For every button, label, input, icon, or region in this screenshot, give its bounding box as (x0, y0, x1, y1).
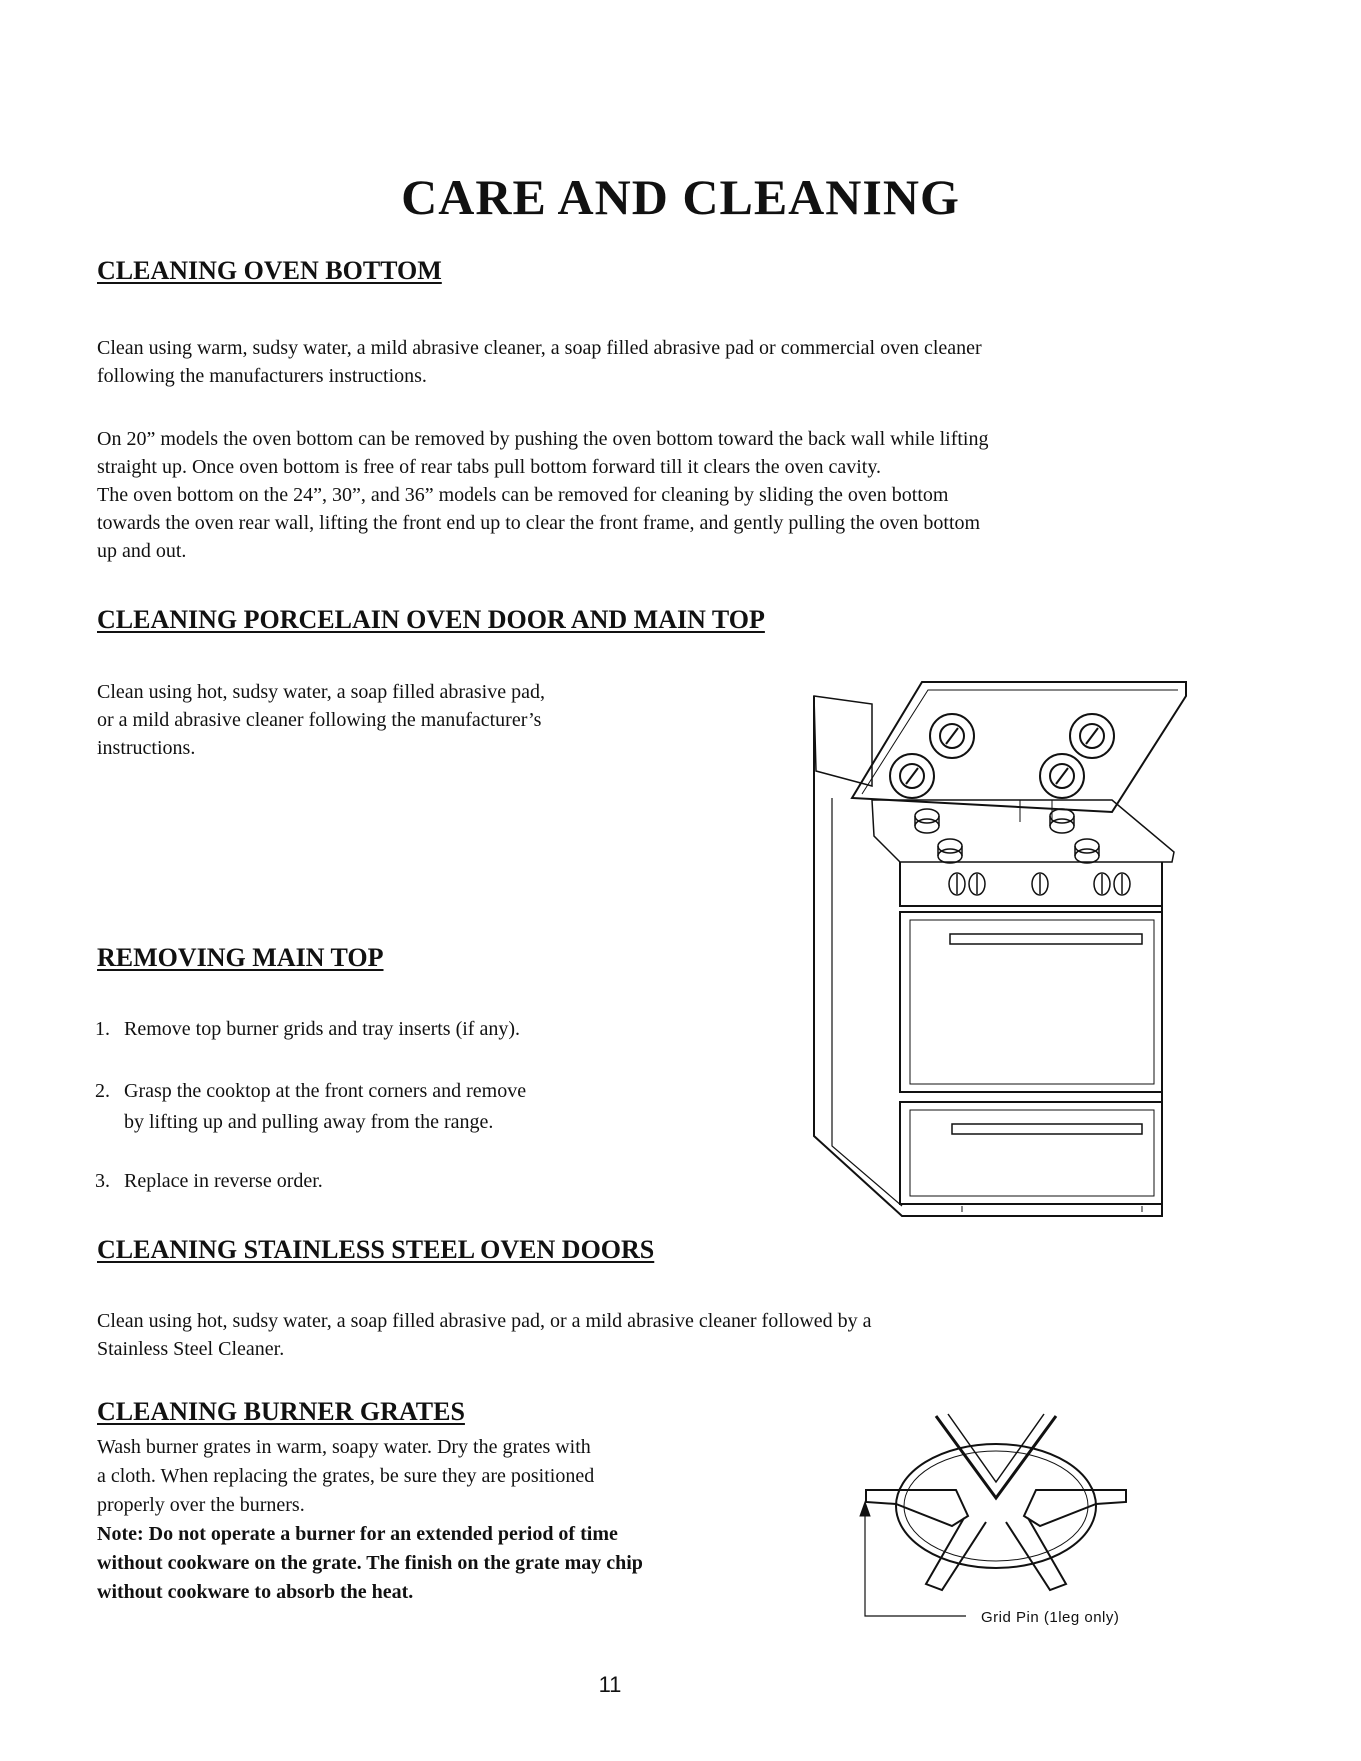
text-line: Stainless Steel Cleaner. (97, 1338, 285, 1360)
range-illustration (812, 676, 1192, 1216)
page-title: CARE AND CLEANING (401, 169, 960, 225)
paragraph-porcelain (97, 678, 545, 762)
text-line: towards the oven rear wall, lifting the front end up to clear the front frame, and gently pulling the oven bottom (97, 512, 981, 534)
burner-grate-illustration (856, 1406, 1136, 1626)
text-line: by lifting up and pulling away from the range. (124, 1111, 494, 1133)
heading-cleaning-porcelain: CLEANING PORCELAIN OVEN DOOR AND MAIN TOP (97, 605, 765, 634)
text-line: instructions. (97, 737, 196, 759)
burner-icon (1040, 754, 1084, 798)
text-line: Clean using hot, sudsy water, a soap filled abrasive pad, or a mild abrasive cleaner followed by a (97, 1310, 872, 1332)
text-line: Wash burner grates in warm, soapy water. Dry the grates with (97, 1436, 591, 1458)
paragraph-oven-bottom-removal (97, 425, 988, 565)
list-number: 1. (95, 1018, 110, 1040)
text-line: up and out. (97, 540, 187, 562)
text-line: Grasp the cooktop at the front corners and remove (124, 1080, 527, 1102)
burner-icon (1070, 714, 1114, 758)
heading-cleaning-burner-grates: CLEANING BURNER GRATES (97, 1397, 465, 1426)
text-line: Clean using hot, sudsy water, a soap filled abrasive pad, (97, 681, 545, 703)
text-line: Clean using warm, sudsy water, a mild abrasive cleaner, a soap filled abrasive pad or commercial oven cleaner (97, 337, 982, 359)
burner-icon (890, 754, 934, 798)
text-line: a cloth. When replacing the grates, be sure they are positioned (97, 1465, 595, 1487)
burner-icon (930, 714, 974, 758)
note-line: Note: Do not operate a burner for an extended period of time (97, 1523, 618, 1545)
text-line: The oven bottom on the 24”, 30”, and 36” models can be removed for cleaning by sliding the oven bottom (97, 484, 949, 506)
heading-removing-main-top: REMOVING MAIN TOP (97, 943, 384, 972)
text-line: properly over the burners. (97, 1494, 305, 1516)
note-line: without cookware to absorb the heat. (97, 1581, 414, 1603)
text-line: straight up. Once oven bottom is free of rear tabs pull bottom forward till it clears the oven cavity. (97, 456, 882, 478)
grate-caption: Grid Pin (1leg only) (981, 1609, 1120, 1626)
text-line: following the manufacturers instructions. (97, 365, 427, 387)
paragraph-oven-bottom-cleaning (97, 334, 982, 390)
heading-cleaning-stainless: CLEANING STAINLESS STEEL OVEN DOORS (97, 1235, 655, 1264)
paragraph-stainless (97, 1307, 872, 1363)
list-number: 2. (95, 1080, 110, 1102)
heading-cleaning-oven-bottom: CLEANING OVEN BOTTOM (97, 256, 442, 285)
paragraph-grates (97, 1433, 643, 1607)
control-knob-icon (949, 873, 1130, 895)
text-line: or a mild abrasive cleaner following the manufacturer’s (97, 709, 542, 731)
text-line: Remove top burner grids and tray inserts (if any). (124, 1018, 521, 1040)
page-number: 11 (598, 1672, 622, 1697)
list-number: 3. (95, 1170, 110, 1192)
text-line: On 20” models the oven bottom can be removed by pushing the oven bottom toward the back wall while lifting (97, 428, 989, 450)
note-line: without cookware on the grate. The finish on the grate may chip (97, 1552, 643, 1574)
text-line: Replace in reverse order. (124, 1170, 323, 1192)
